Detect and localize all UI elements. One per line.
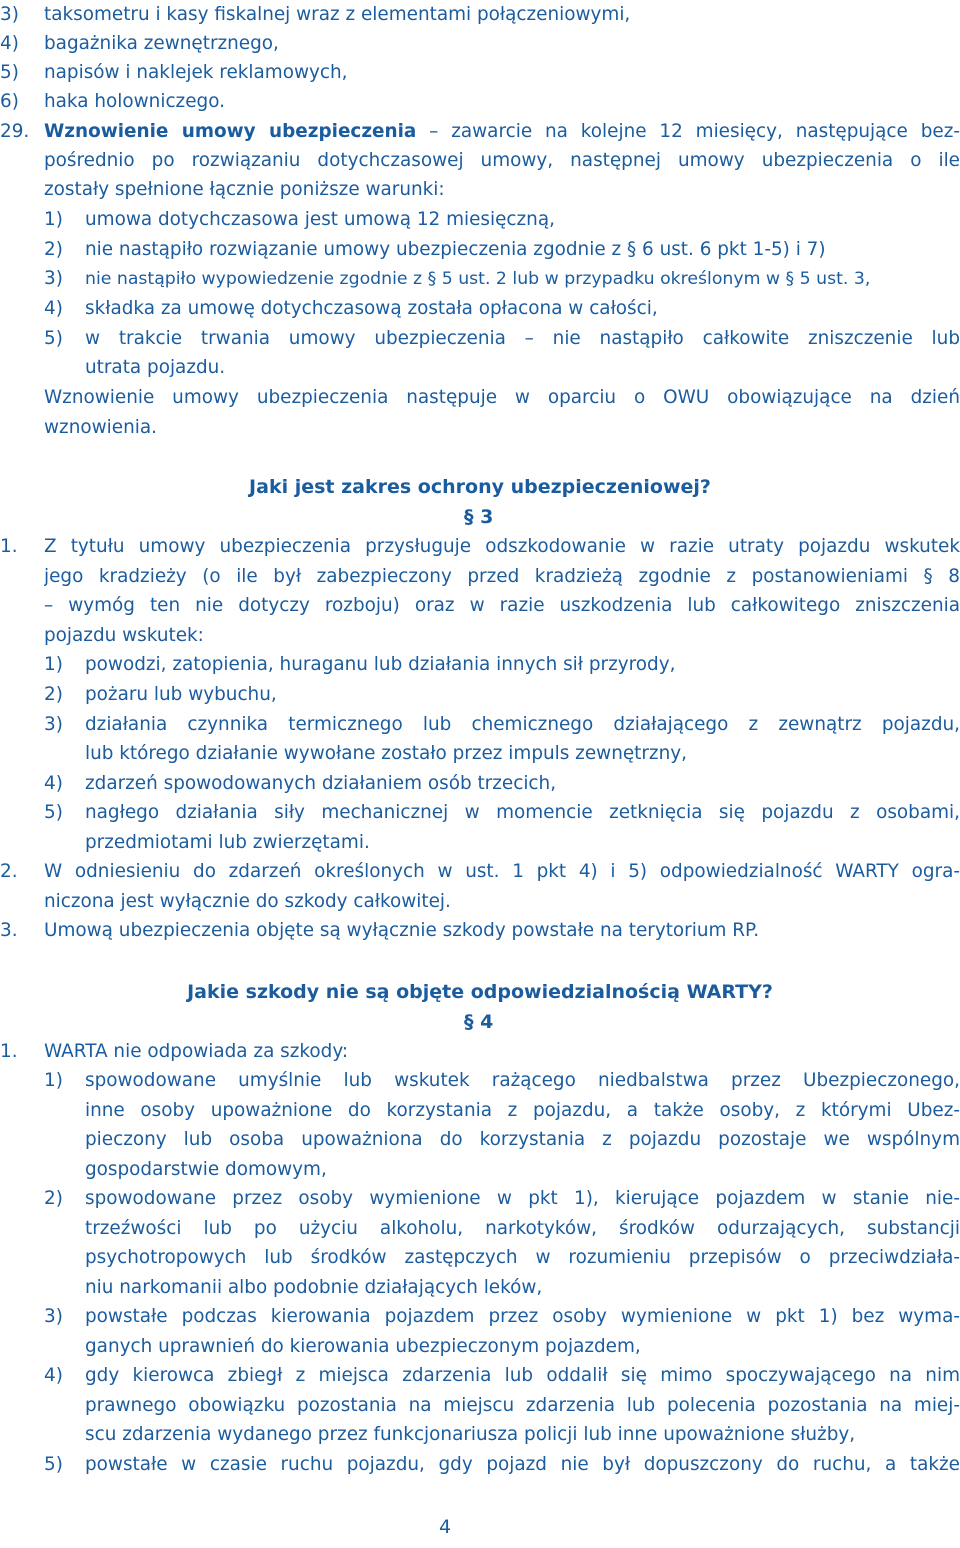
list-item: [0, 235, 960, 265]
list-item: [0, 1066, 960, 1096]
item-text: pieczony lub osoba upoważniona do korzystania z pojazdu pozostaje we wspólnym: [85, 1129, 960, 1150]
definition-text: – zawarcie na kolejne 12 miesięcy, następujące bez-: [416, 121, 960, 142]
item-text: inne osoby upoważnione do korzystania z pojazdu, a także osoby, z którymi Ubez-: [85, 1100, 960, 1121]
list-item-continuation: [0, 1096, 960, 1126]
item-text: spowodowane przez osoby wymienione w pkt 1), kierujące pojazdem w stanie nie-: [85, 1188, 960, 1209]
paragraph-number: 1.: [0, 536, 18, 557]
list-item: [0, 680, 960, 710]
paragraph-number: 2.: [0, 861, 18, 882]
list-item: [0, 710, 960, 740]
paragraph: [0, 857, 960, 887]
item-number: 4): [44, 298, 63, 319]
item-text: napisów i naklejek reklamowych,: [44, 62, 348, 83]
list-item: [0, 1361, 960, 1391]
item-text: w trakcie trwania umowy ubezpieczenia – nie nastąpiło całkowite zniszczenie lub: [85, 328, 960, 349]
paragraph-number: 3.: [0, 920, 18, 941]
paragraph: [0, 532, 960, 562]
item-number: 4): [0, 33, 19, 54]
list-item-continuation: [0, 1214, 960, 1244]
list-item: [0, 294, 960, 324]
item-text: psychotropowych lub środków zastępczych w rozumieniu przepisów o przeciwdziała-: [85, 1247, 960, 1268]
item-text: umowa dotychczasowa jest umową 12 miesięczną,: [85, 209, 555, 230]
list-item: [0, 1302, 960, 1332]
paragraph-text: wznowienia.: [44, 417, 157, 438]
definition-number: 29.: [0, 121, 30, 142]
definition-29: [0, 117, 960, 147]
item-number: 2): [44, 1188, 63, 1209]
section-heading: Jakie szkody nie są objęte odpowiedzialnością WARTY?: [187, 981, 773, 1003]
item-text: gdy kierowca zbiegł z miejsca zdarzenia lub oddalił się mimo spoczywającego na nim: [85, 1365, 960, 1386]
list-item: [0, 769, 960, 799]
definition-line: [44, 117, 960, 147]
item-number: 3): [44, 714, 63, 735]
list-item: [0, 798, 960, 828]
paragraph-text: jego kradzieży (o ile był zabezpieczony przed kradzieżą zgodnie z postanowieniami § 8: [44, 566, 960, 587]
list-item-continuation: [0, 1420, 960, 1450]
list-item: [0, 1184, 960, 1214]
list-item: [0, 650, 960, 680]
item-text: pożaru lub wybuchu,: [85, 684, 277, 705]
item-text: haka holowniczego.: [44, 91, 225, 112]
list-item-continuation: [0, 1391, 960, 1421]
section-number: § 4: [464, 1011, 494, 1033]
paragraph-line: [0, 887, 960, 917]
paragraph-text: niczona jest wyłącznie do szkody całkowitej.: [44, 891, 451, 912]
paragraph-text: pojazdu wskutek:: [44, 625, 204, 646]
item-text: lub którego działanie wywołane zostało przez impuls zewnętrzny,: [85, 743, 687, 764]
item-text: powodzi, zatopienia, huraganu lub działania innych sił przyrody,: [85, 654, 676, 675]
item-number: 2): [44, 239, 63, 260]
item-number: 1): [44, 1070, 63, 1091]
item-text: zdarzeń spowodowanych działaniem osób trzecich,: [85, 773, 557, 794]
list-item-continuation: [0, 1125, 960, 1155]
list-item: [0, 324, 960, 354]
item-text: scu zdarzenia wydanego przez funkcjonariusza policji lub inne upoważnione służby,: [85, 1424, 856, 1445]
item-number: 5): [44, 1454, 63, 1475]
section-number: § 3: [464, 506, 494, 528]
list-item: [0, 205, 960, 235]
item-text: nie nastąpiło wypowiedzenie zgodnie z § 5 ust. 2 lub w przypadku określonym w § 5 ust. 3,: [85, 269, 871, 289]
item-text: prawnego obowiązku pozostania na miejscu zdarzenia lub polecenia pozostania na miej-: [85, 1395, 960, 1416]
item-text: gospodarstwie domowym,: [85, 1159, 327, 1180]
list-item: [0, 58, 960, 88]
definition-text: pośrednio po rozwiązaniu dotychczasowej umowy, następnej umowy ubezpieczenia o ile: [44, 150, 960, 171]
list-item: [0, 29, 960, 59]
page-number: 4: [438, 1516, 452, 1538]
list-item-continuation: [0, 1332, 960, 1362]
item-number: 2): [44, 684, 63, 705]
item-number: 4): [44, 1365, 63, 1386]
defined-term: Wznowienie umowy ubezpieczenia: [44, 121, 417, 142]
list-item-continuation: [0, 739, 960, 769]
list-item-continuation: [0, 1243, 960, 1273]
item-number: 5): [0, 62, 19, 83]
paragraph-line: [0, 621, 960, 651]
paragraph-line: [0, 562, 960, 592]
item-text: niu narkomanii albo podobnie działających leków,: [85, 1277, 543, 1298]
item-text: spowodowane umyślnie lub wskutek rażącego niedbalstwa przez Ubezpieczonego,: [85, 1070, 960, 1091]
list-item-continuation: [0, 828, 960, 858]
paragraph-text: W odniesieniu do zdarzeń określonych w ust. 1 pkt 4) i 5) odpowiedzialność WARTY ogra-: [44, 861, 960, 882]
paragraph: [0, 1037, 960, 1067]
list-item-continuation: [0, 1273, 960, 1303]
list-item: [0, 0, 960, 30]
item-text: przedmiotami lub zwierzętami.: [85, 832, 370, 853]
item-text: trzeźwości lub po użyciu alkoholu, narkotyków, środków odurzających, substancji: [85, 1218, 960, 1239]
item-number: 4): [44, 773, 63, 794]
item-number: 5): [44, 328, 63, 349]
paragraph-line: [0, 383, 960, 413]
section-heading: Jaki jest zakres ochrony ubezpieczeniowej?: [249, 476, 711, 498]
item-text: działania czynnika termicznego lub chemicznego działającego z zewnątrz pojazdu,: [85, 714, 960, 735]
item-number: 6): [0, 91, 19, 112]
definition-line: [0, 175, 960, 205]
item-text: ganych uprawnień do kierowania ubezpieczonym pojazdem,: [85, 1336, 641, 1357]
item-number: 3): [44, 268, 63, 289]
item-number: 3): [0, 4, 19, 25]
item-text: powstałe w czasie ruchu pojazdu, gdy pojazd nie był dopuszczony do ruchu, a także: [85, 1454, 960, 1475]
paragraph: [0, 916, 960, 946]
item-text: utrata pojazdu.: [85, 357, 226, 378]
item-text: nagłego działania siły mechanicznej w momencie zetknięcia się pojazdu z osobami,: [85, 802, 960, 823]
item-number: 1): [44, 209, 63, 230]
item-text: składka za umowę dotychczasową została opłacona w całości,: [85, 298, 658, 319]
paragraph-text: Wznowienie umowy ubezpieczenia następuje w oparciu o OWU obowiązujące na dzień: [44, 387, 960, 408]
paragraph-line: [0, 591, 960, 621]
list-item: [0, 87, 960, 117]
definition-line: [0, 146, 960, 176]
paragraph-text: – wymóg ten nie dotyczy rozboju) oraz w razie uszkodzenia lub całkowitego zniszczenia: [44, 595, 960, 616]
list-item: [0, 264, 960, 294]
list-item-continuation: [0, 1155, 960, 1185]
paragraph-line: [0, 413, 960, 443]
paragraph-text: Z tytułu umowy ubezpieczenia przysługuje odszkodowanie w razie utraty pojazdu wskutek: [44, 536, 960, 557]
paragraph-number: 1.: [0, 1041, 18, 1062]
paragraph-text: Umową ubezpieczenia objęte są wyłącznie szkody powstałe na terytorium RP.: [44, 920, 760, 941]
list-item-continuation: [0, 353, 960, 383]
list-item: [0, 1450, 960, 1480]
item-text: taksometru i kasy fiskalnej wraz z elementami połączeniowymi,: [44, 4, 631, 25]
item-number: 1): [44, 654, 63, 675]
item-text: powstałe podczas kierowania pojazdem przez osoby wymienione w pkt 1) bez wyma-: [85, 1306, 960, 1327]
item-number: 3): [44, 1306, 63, 1327]
paragraph-text: WARTA nie odpowiada za szkody:: [44, 1041, 349, 1062]
item-number: 5): [44, 802, 63, 823]
item-text: nie nastąpiło rozwiązanie umowy ubezpieczenia zgodnie z § 6 ust. 6 pkt 1-5) i 7): [85, 239, 826, 260]
item-text: bagażnika zewnętrznego,: [44, 33, 279, 54]
definition-text: zostały spełnione łącznie poniższe warunki:: [44, 179, 445, 200]
